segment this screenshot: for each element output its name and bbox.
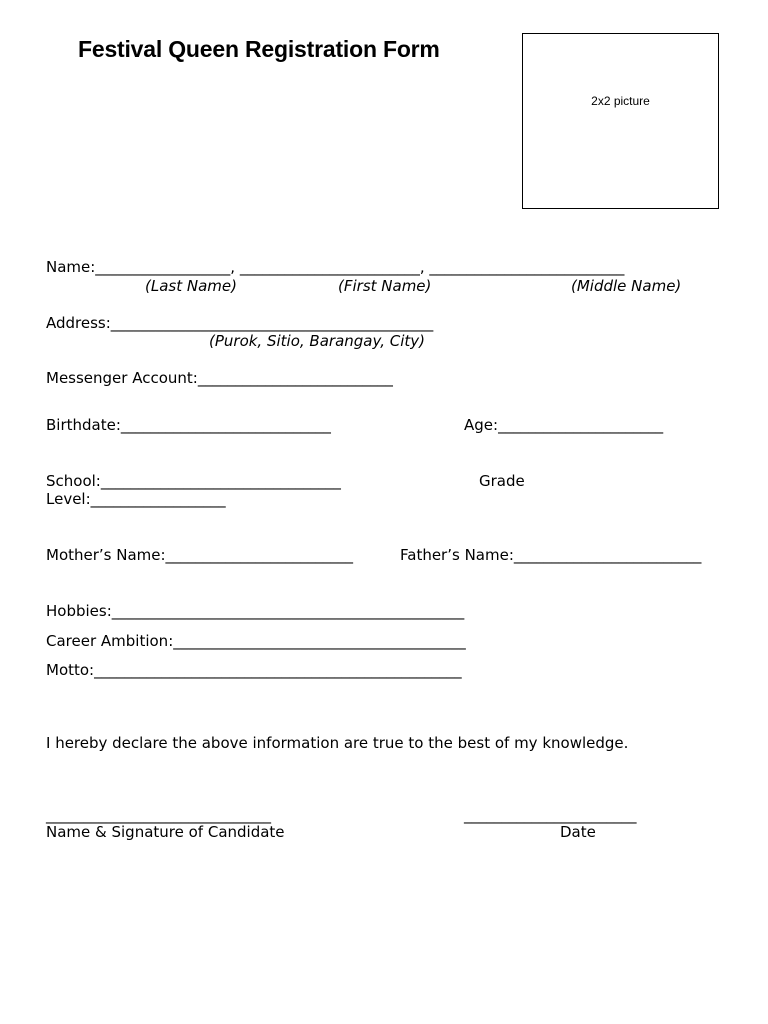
address-hint: (Purok, Sitio, Barangay, City) [209,332,425,350]
name-field[interactable]: Name:__________________, ________________________, __________________________ [46,258,625,276]
address-field[interactable]: Address:___________________________________________ [46,314,434,332]
grade-level-field[interactable]: Level:__________________ [46,490,226,508]
birthdate-field[interactable]: Birthdate:____________________________ [46,416,331,434]
photo-placeholder-label: 2x2 picture [591,94,650,108]
signature-label: Name & Signature of Candidate [46,823,285,841]
photo-placeholder-box [522,33,719,209]
grade-label: Grade [479,472,525,490]
mother-name-field[interactable]: Mother’s Name:_________________________ [46,546,354,564]
first-name-hint: (First Name) [338,277,432,295]
father-name-field[interactable]: Father’s Name:_________________________ [400,546,702,564]
date-label: Date [560,823,596,841]
messenger-account-field[interactable]: Messenger Account:__________________________ [46,369,393,387]
school-field[interactable]: School:________________________________ [46,472,341,490]
declaration-text: I hereby declare the above information are true to the best of my knowledge. [46,734,629,752]
form-title: Festival Queen Registration Form [78,36,440,62]
date-line[interactable]: _______________________ [464,806,637,824]
last-name-hint: (Last Name) [145,277,237,295]
signature-line[interactable]: ______________________________ [46,806,271,824]
motto-field[interactable]: Motto:_________________________________________________ [46,661,462,679]
career-ambition-field[interactable]: Career Ambition:_______________________________________ [46,632,466,650]
age-field[interactable]: Age:______________________ [464,416,664,434]
middle-name-hint: (Middle Name) [571,277,682,295]
hobbies-field[interactable]: Hobbies:_______________________________________________ [46,602,465,620]
